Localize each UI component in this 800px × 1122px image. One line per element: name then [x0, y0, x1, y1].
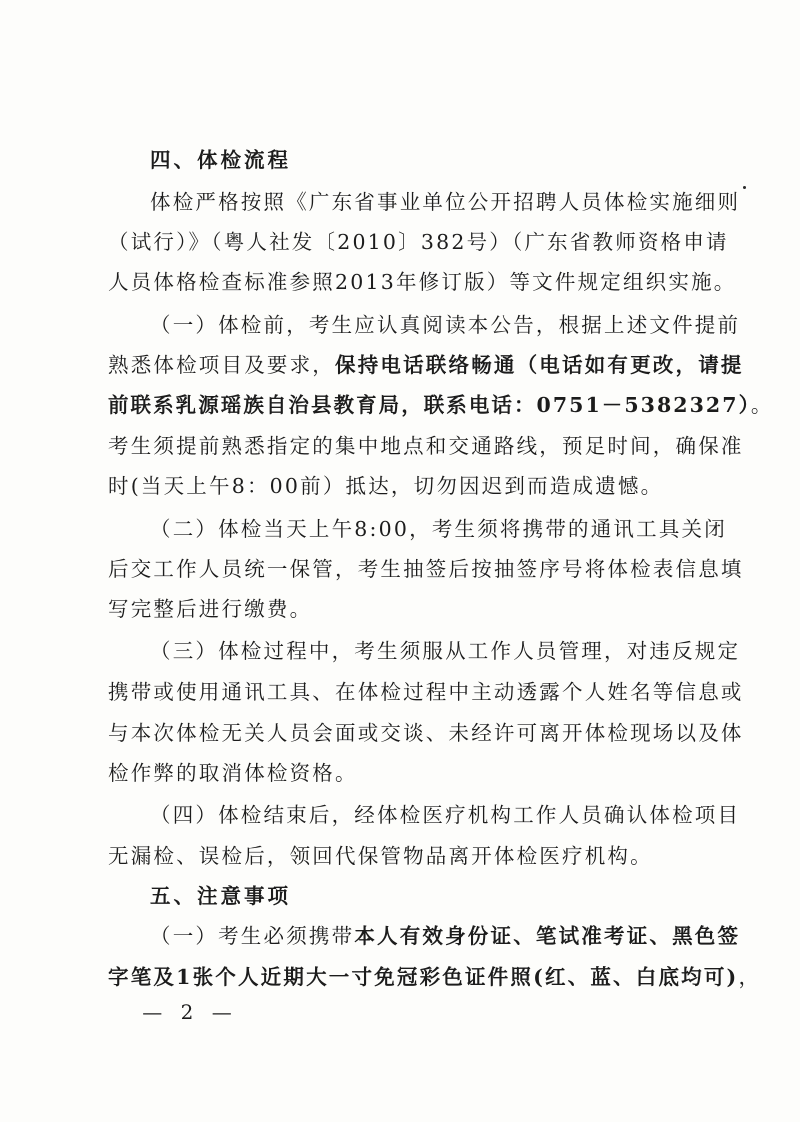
- paragraph-line: （二）体检当天上午8:00，考生须将携带的通讯工具关闭: [150, 517, 727, 541]
- paragraph-line: 体检严格按照《广东省事业单位公开招聘人员体检实施细则: [150, 190, 741, 214]
- paragraph-text: （一）考生必须携带: [150, 924, 355, 948]
- paragraph-line: 时(当天上午8：00前）抵达，切勿因迟到而造成遗憾。: [108, 474, 664, 498]
- section-heading-physical-exam-process: 四、体检流程: [150, 148, 291, 172]
- paragraph-line: 无漏检、误检后，领回代保管物品离开体检医疗机构。: [108, 844, 653, 868]
- paragraph-line: 人员体格检查标准参照2013年修订版）等文件规定组织实施。: [108, 270, 737, 294]
- paragraph-line: （四）体检结束后，经体检医疗机构工作人员确认体检项目: [150, 803, 741, 827]
- paragraph-line: [108, 391, 773, 419]
- paragraph-line: 考生须提前熟悉指定的集中地点和交通路线，预足时间，确保准: [108, 434, 744, 458]
- emphasis-required-documents: 本人有效身份证、笔试准考证、黑色签: [354, 924, 741, 948]
- paragraph-text: 熟悉体检项目及要求，: [108, 353, 335, 377]
- paragraph-line: [150, 922, 740, 950]
- paragraph-line: 写完整后进行缴费。: [108, 597, 313, 621]
- paragraph-line: 与本次体检无关人员会面或交谈、未经许可离开体检现场以及体: [108, 721, 744, 745]
- page-number: — 2 —: [142, 1000, 238, 1024]
- paragraph-line: （三）体检过程中，考生须服从工作人员管理，对违反规定: [150, 639, 741, 663]
- paragraph-line: 后交工作人员统一保管，考生抽签后按抽签序号将体检表信息填: [108, 557, 744, 581]
- section-heading-notes: 五、注意事项: [150, 884, 291, 908]
- paragraph-line: 携带或使用通讯工具、在体检过程中主动透露个人姓名等信息或: [108, 680, 744, 704]
- paragraph-line: 检作弊的取消体检资格。: [108, 761, 358, 785]
- scan-speck: [743, 186, 746, 189]
- emphasis-contact-phone: 前联系乳源瑶族自治县教育局，联系电话：0751－5382327）: [108, 393, 751, 417]
- paragraph-line: [108, 963, 761, 991]
- paragraph-line: （一）体检前，考生应认真阅读本公告，根据上述文件提前: [150, 313, 741, 337]
- paragraph-text: 。: [750, 393, 774, 417]
- paragraph-line: [108, 351, 744, 379]
- emphasis-contact-notice: 保持电话联络畅通（电话如有更改，请提: [335, 353, 744, 377]
- paragraph-line: （试行）》（粤人社发〔2010〕382号）（广东省教师资格申请: [108, 230, 729, 254]
- emphasis-required-photo: 字笔及1张个人近期大一寸免冠彩色证件照(红、蓝、白底均可): [108, 965, 739, 989]
- paragraph-text: ，: [738, 965, 762, 989]
